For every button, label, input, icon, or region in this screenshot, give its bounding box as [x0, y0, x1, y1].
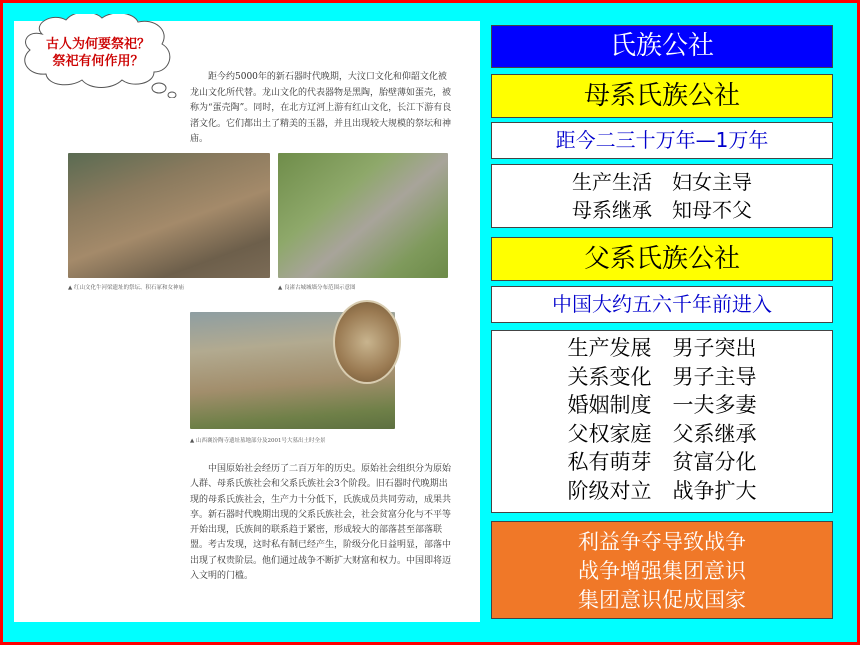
matriarchal-date: 距今二三十万年—1万年 [491, 122, 833, 159]
patriarchal-feature-line: 关系变化 男子主导 [567, 364, 757, 389]
war-to-state-summary [491, 521, 833, 619]
textbook-paragraph-1: 距今约5000年的新石器时代晚期，大汶口文化和仰韶文化被龙山文化所代替。龙山文化的代表器物是黑陶，胎壁薄如蛋壳，被称为“蛋壳陶”。同时，在北方辽河上游有红山文化，长江下游有良渚文化。它们都出土了精美的玉器，并且出现较大规模的祭坛和神庙。 [190, 72, 452, 144]
matriarchal-feature-line: 母系继承 知母不父 [572, 198, 752, 222]
caption-taosi: ▲ 山西襄汾陶寺遗址墓地部分及2001号大墓出土时全景 [190, 438, 326, 444]
caption-liangzhu: ▲ 良渚古城城墙分布范围示意图 [278, 285, 356, 291]
patriarchal-feature-line: 私有萌芽 贫富分化 [567, 450, 757, 474]
textbook-paragraph-2: 中国原始社会经历了二百万年的历史。原始社会组织分为原始人群、母系氏族社会和父系氏族社会3个阶段。旧石器时代晚期出现的母系氏族社会，生产力十分低下，氏族成员共同劳动，成果共享。新石器时代晚期出现的父系氏族社会，社会贫富分化与不平等开始出现，氏族间的联系趋于紧密，形成较大的部落甚至部落联盟。考古发现，这时私有制已经产生，阶级分化日益明显，部落中出现了权贵阶层。他们通过战争不断扩大财富和权力。中国即将迈入文明的门槛。 [190, 464, 452, 582]
war-summary-line: 利益争夺导致战争 [578, 530, 746, 554]
clan-commune-title: 氏族公社 [491, 25, 833, 68]
patriarchal-feature-line: 生产发展 男子突出 [567, 336, 757, 360]
war-summary-line: 战争增强集团意识 [578, 559, 746, 583]
patriarchal-features [491, 330, 833, 513]
patriarchal-feature-line: 父权家庭 父系继承 [567, 421, 757, 446]
patriarchal-feature-line: 阶级对立 战争扩大 [567, 478, 757, 503]
thought-bubble-text: 古人为何要祭祀？祭祀有何作用？ [45, 37, 150, 69]
patriarchal-date: 中国大约五六千年前进入 [491, 286, 833, 323]
photo-liangzhu-map [278, 153, 448, 278]
caption-niuheliang: ▲ 红山文化牛河梁遗址的祭坛、积石冢和女神庙 [68, 285, 184, 291]
war-summary-line: 集团意识促成国家 [578, 588, 746, 612]
photo-niuheliang-site [68, 153, 270, 278]
photo-taosi-tomb-inset [333, 300, 401, 384]
matriarchal-features [491, 164, 833, 228]
matriarchal-feature-line: 生产生活 妇女主导 [572, 170, 752, 194]
matriarchal-heading: 母系氏族公社 [491, 74, 833, 118]
patriarchal-heading: 父系氏族公社 [491, 237, 833, 281]
patriarchal-feature-line: 婚姻制度 一夫多妻 [567, 393, 757, 417]
